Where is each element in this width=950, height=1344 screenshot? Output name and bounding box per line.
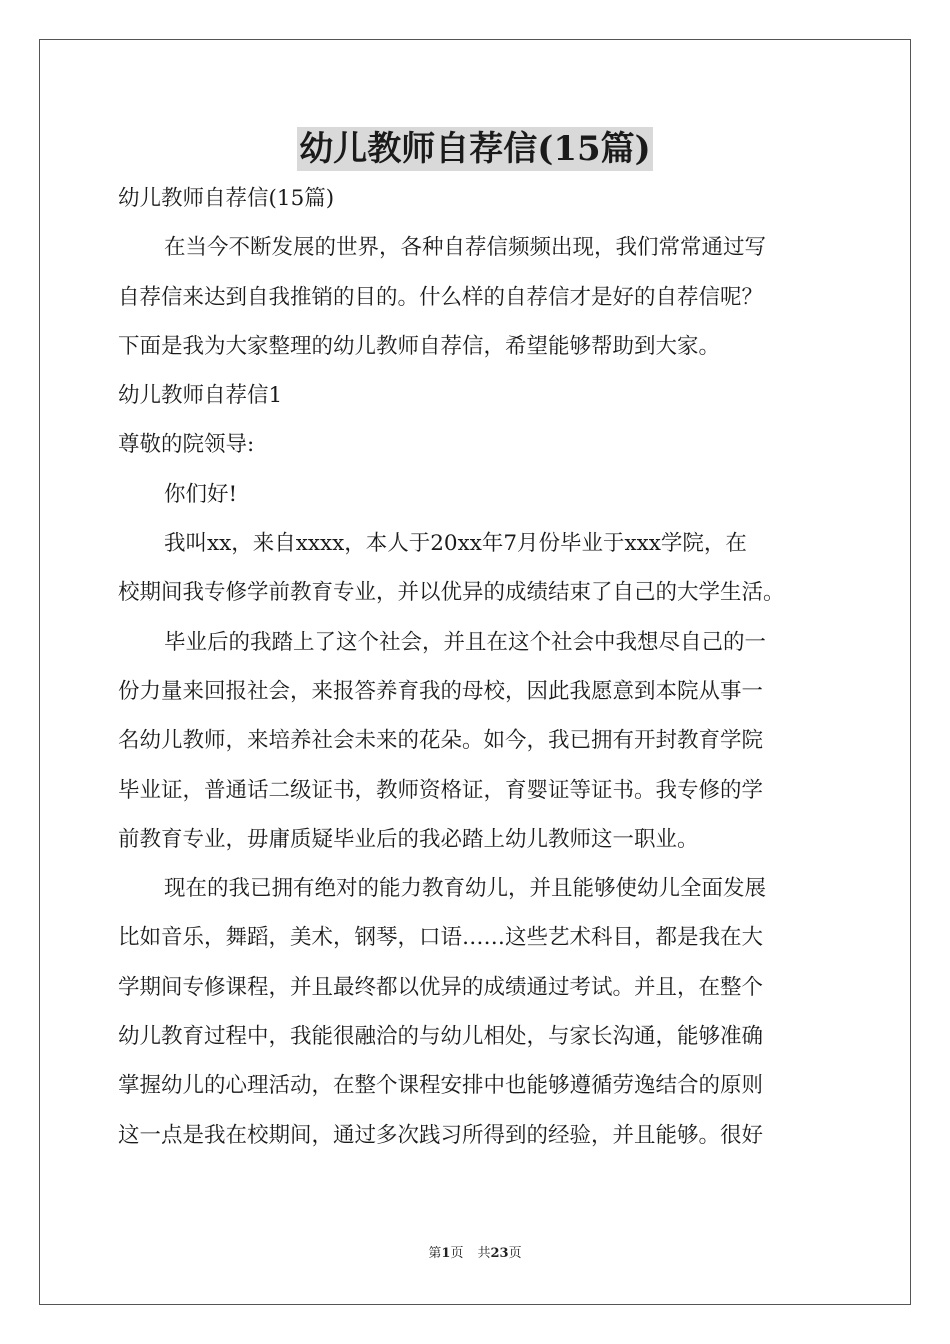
body-line: 下面是我为大家整理的幼儿教师自荐信，希望能够帮助到大家。 bbox=[118, 333, 721, 359]
body-line: 我叫xx，来自xxxx，本人于20xx年7月份毕业于xxx学院，在 bbox=[164, 531, 747, 557]
body-line: 幼儿教育过程中，我能很融洽的与幼儿相处，与家长沟通，能够准确 bbox=[118, 1024, 764, 1050]
total-label-unit: 页 bbox=[508, 1246, 522, 1261]
body-line: 现在的我已拥有绝对的能力教育幼儿，并且能够使幼儿全面发展 bbox=[164, 876, 767, 902]
body-line: 你们好! bbox=[164, 481, 238, 507]
body-line: 这一点是我在校期间，通过多次践习所得到的经验，并且能够。很好 bbox=[118, 1122, 764, 1148]
page-label-unit: 页 bbox=[450, 1246, 464, 1261]
body-line: 名幼儿教师，来培养社会未来的花朵。如今，我已拥有开封教育学院 bbox=[118, 728, 764, 754]
total-label-prefix: 共 bbox=[477, 1246, 491, 1261]
current-page-number: 1 bbox=[441, 1246, 451, 1261]
body-line: 学期间专修课程，并且最终都以优异的成绩通过考试。并且，在整个 bbox=[118, 974, 764, 1000]
body-line: 毕业后的我踏上了这个社会，并且在这个社会中我想尽自己的一 bbox=[164, 629, 767, 655]
body-line: 毕业证，普通话二级证书，教师资格证，育婴证等证书。我专修的学 bbox=[118, 777, 764, 803]
body-line: 份力量来回报社会，来报答养育我的母校，因此我愿意到本院从事一 bbox=[118, 678, 764, 704]
document-body bbox=[118, 174, 838, 1160]
body-line: 前教育专业，毋庸质疑毕业后的我必踏上幼儿教师这一职业。 bbox=[118, 826, 699, 852]
body-line: 尊敬的院领导: bbox=[118, 432, 255, 458]
body-line: 自荐信来达到自我推销的目的。什么样的自荐信才是好的自荐信呢？ bbox=[118, 284, 764, 310]
body-line: 校期间我专修学前教育专业，并以优异的成绩结束了自己的大学生活。 bbox=[118, 580, 785, 606]
body-line: 幼儿教师自荐信1 bbox=[118, 383, 283, 409]
body-line: 幼儿教师自荐信(15篇) bbox=[118, 186, 335, 211]
page-footer bbox=[0, 1245, 950, 1263]
body-line: 比如音乐，舞蹈，美术，钢琴，口语……这些艺术科目，都是我在大 bbox=[118, 925, 764, 951]
page-label-prefix: 第 bbox=[428, 1246, 442, 1261]
total-page-count: 23 bbox=[490, 1246, 509, 1261]
document-title: 幼儿教师自荐信(15篇) bbox=[299, 129, 651, 169]
title-container bbox=[0, 127, 950, 171]
body-line: 掌握幼儿的心理活动，在整个课程安排中也能够遵循劳逸结合的原则 bbox=[118, 1073, 764, 1099]
body-line: 在当今不断发展的世界，各种自荐信频频出现，我们常常通过写 bbox=[164, 235, 767, 261]
